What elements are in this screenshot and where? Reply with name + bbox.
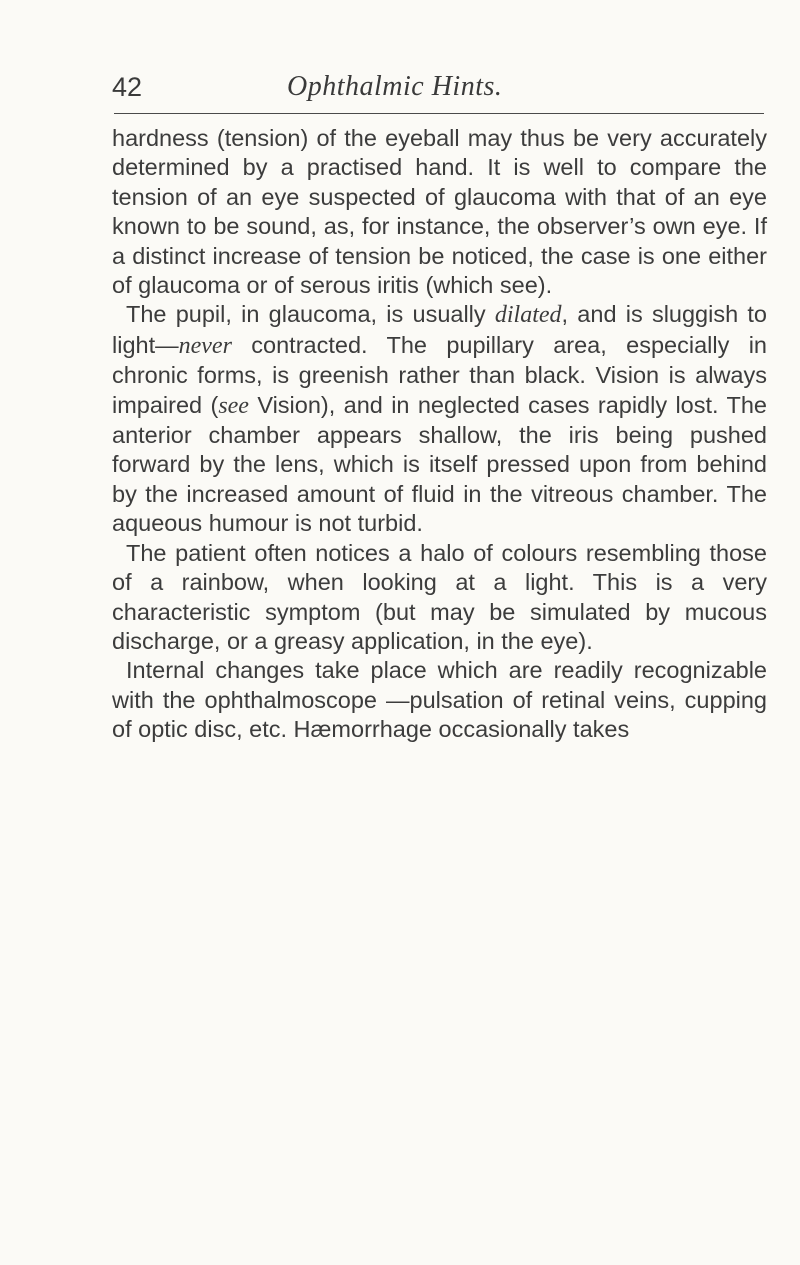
paragraph-tension: hardness (tension) of the eyeball may thus be very accurately determined by a practised hand. It is well to compare the tension of an eye suspected of glaucoma with that of an eye known to be sound, as, for instance, the observer’s own eye. If a distinct increase of tension be noticed, the case is one either of glaucoma or of serous iritis (which see).: [112, 125, 767, 299]
italic-see: see: [218, 392, 249, 419]
paragraph-pupil-text-d: Vision), and in neglected cases rapidly lost. The anterior chamber appears shallow, the iris being pushed forward by the lens, which is itself pressed upon from behind by the increased amount of fluid in the vitreous chamber. The aqueous humour is not turbid.: [112, 391, 767, 537]
paragraph-pupil-text-a: The pupil, in glaucoma, is usually: [126, 301, 495, 328]
paragraph-pupil-text-c: contracted. The pupillary area, especially in chronic forms, is greenish rather than black. Vision is always impaired (: [112, 331, 767, 418]
paragraph-internal-changes: Internal changes take place which are readily recognizable with the ophthalmoscope —pulsation of retinal veins, cupping of optic disc, etc. Hæmorrhage occasionally takes: [112, 657, 767, 743]
page-number: 42: [112, 72, 143, 102]
body-text: [112, 124, 767, 745]
italic-dilated: dilated: [494, 302, 562, 329]
paragraph-pupil-text-b: , and is sluggish to light—: [112, 301, 767, 358]
header-rule: [114, 113, 764, 114]
page-header: [112, 70, 762, 110]
running-title: Ophthalmic Hints.: [287, 71, 503, 102]
paragraph-pupil: [112, 300, 767, 538]
paragraph-halo: The patient often notices a halo of colours resembling those of a rainbow, when looking at a light. This is a very characteristic symptom (but may be simulated by mucous discharge, or a greasy application, in the eye).: [112, 539, 767, 654]
italic-never: never: [178, 332, 232, 359]
